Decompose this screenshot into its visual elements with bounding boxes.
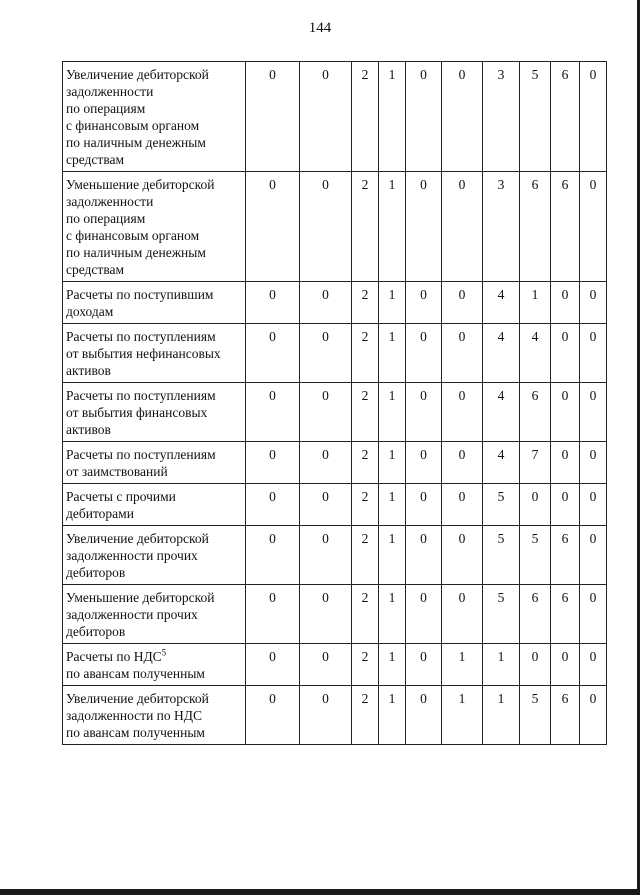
code-digit-cell: 0: [406, 442, 442, 484]
account-name-line: [66, 404, 242, 421]
account-name-text: задолженности: [66, 194, 154, 209]
account-name-line: [66, 564, 242, 581]
account-name-text: по наличным денежным: [66, 245, 206, 260]
account-name-line: [66, 589, 242, 606]
code-digit-cell: 1: [379, 644, 406, 686]
account-name-line: [66, 623, 242, 640]
account-name-text: от выбытия финансовых: [66, 405, 208, 420]
code-digit-cell: 0: [300, 172, 352, 282]
code-digit-cell: 5: [483, 484, 520, 526]
code-digit-cell: 0: [551, 324, 580, 383]
account-name-text: Расчеты по НДС: [66, 649, 162, 664]
code-digit-cell: 6: [520, 585, 551, 644]
account-name-line: [66, 505, 242, 522]
code-digit-cell: 1: [379, 62, 406, 172]
account-name-text: дебиторов: [66, 624, 126, 639]
account-name-cell: [63, 442, 246, 484]
code-digit-cell: 0: [406, 62, 442, 172]
table-row: [63, 172, 607, 282]
code-digit-cell: 4: [483, 383, 520, 442]
account-name-text: доходам: [66, 304, 114, 319]
code-digit-cell: 6: [551, 172, 580, 282]
code-digit-cell: 0: [246, 62, 300, 172]
code-digit-cell: 3: [483, 62, 520, 172]
account-name-text: активов: [66, 363, 111, 378]
account-name-cell: [63, 62, 246, 172]
code-digit-cell: 0: [580, 585, 607, 644]
code-digit-cell: 0: [580, 383, 607, 442]
code-digit-cell: 0: [580, 324, 607, 383]
account-name-text: активов: [66, 422, 111, 437]
code-digit-cell: 6: [520, 172, 551, 282]
account-code-table: [62, 61, 607, 745]
code-digit-cell: 0: [246, 442, 300, 484]
code-digit-cell: 2: [352, 172, 379, 282]
account-name-text: Увеличение дебиторской: [66, 691, 209, 706]
code-digit-cell: 0: [406, 324, 442, 383]
code-digit-cell: 0: [246, 484, 300, 526]
account-name-text: Расчеты по поступлениям: [66, 329, 216, 344]
account-name-line: [66, 547, 242, 564]
code-digit-cell: 0: [580, 282, 607, 324]
code-digit-cell: 0: [406, 484, 442, 526]
code-digit-cell: 5: [520, 62, 551, 172]
code-digit-cell: 4: [520, 324, 551, 383]
code-digit-cell: 3: [483, 172, 520, 282]
code-digit-cell: 0: [580, 484, 607, 526]
account-name-text: Расчеты по поступлениям: [66, 388, 216, 403]
account-name-text: Уменьшение дебиторской: [66, 177, 215, 192]
table-row: [63, 526, 607, 585]
code-digit-cell: 0: [442, 526, 483, 585]
code-digit-cell: 2: [352, 585, 379, 644]
footnote-marker: 5: [161, 647, 167, 658]
code-digit-cell: 0: [246, 282, 300, 324]
code-digit-cell: 0: [580, 442, 607, 484]
account-name-text: с финансовым органом: [66, 228, 200, 243]
code-digit-cell: 2: [352, 644, 379, 686]
code-digit-cell: 1: [379, 282, 406, 324]
code-digit-cell: 1: [379, 526, 406, 585]
code-digit-cell: 0: [551, 383, 580, 442]
account-name-text: средствам: [66, 152, 125, 167]
code-digit-cell: 0: [442, 324, 483, 383]
account-name-line: [66, 446, 242, 463]
account-name-line: [66, 244, 242, 261]
code-digit-cell: 5: [483, 585, 520, 644]
account-name-text: задолженности прочих: [66, 548, 198, 563]
account-name-line: [66, 724, 242, 741]
table-row: [63, 585, 607, 644]
account-name-line: [66, 100, 242, 117]
code-digit-cell: 0: [246, 324, 300, 383]
code-digit-cell: 0: [300, 324, 352, 383]
account-name-line: [66, 176, 242, 193]
code-digit-cell: 0: [442, 282, 483, 324]
code-digit-cell: 5: [520, 526, 551, 585]
code-digit-cell: 0: [300, 62, 352, 172]
table-row: [63, 324, 607, 383]
account-name-text: дебиторами: [66, 506, 134, 521]
account-name-text: от заимствований: [66, 464, 168, 479]
account-name-line: [66, 261, 242, 278]
code-digit-cell: 0: [580, 62, 607, 172]
account-name-line: [66, 530, 242, 547]
code-digit-cell: 0: [246, 383, 300, 442]
code-digit-cell: 0: [520, 644, 551, 686]
code-digit-cell: 0: [300, 383, 352, 442]
code-digit-cell: 2: [352, 324, 379, 383]
code-digit-cell: 0: [300, 585, 352, 644]
code-digit-cell: 1: [442, 644, 483, 686]
code-digit-cell: 1: [379, 686, 406, 745]
code-digit-cell: 1: [379, 172, 406, 282]
account-name-line: [66, 210, 242, 227]
code-digit-cell: 1: [379, 585, 406, 644]
account-name-line: [66, 488, 242, 505]
account-name-line: [66, 151, 242, 168]
account-name-text: по авансам полученным: [66, 666, 205, 681]
account-name-text: по операциям: [66, 101, 146, 116]
account-name-line: [66, 286, 242, 303]
account-name-cell: [63, 383, 246, 442]
account-name-cell: [63, 172, 246, 282]
code-digit-cell: 1: [379, 484, 406, 526]
account-name-line: [66, 345, 242, 362]
account-name-text: с финансовым органом: [66, 118, 200, 133]
code-digit-cell: 0: [246, 526, 300, 585]
code-digit-cell: 0: [246, 172, 300, 282]
account-name-text: задолженности по НДС: [66, 708, 202, 723]
account-name-text: по авансам полученным: [66, 725, 205, 740]
account-name-line: [66, 362, 242, 379]
code-digit-cell: 6: [551, 526, 580, 585]
code-digit-cell: 0: [406, 282, 442, 324]
table-row: [63, 484, 607, 526]
account-name-cell: [63, 686, 246, 745]
account-name-cell: [63, 282, 246, 324]
account-name-text: Расчеты с прочими: [66, 489, 176, 504]
code-digit-cell: 2: [352, 484, 379, 526]
code-digit-cell: 0: [406, 172, 442, 282]
code-digit-cell: 2: [352, 62, 379, 172]
code-digit-cell: 4: [483, 324, 520, 383]
code-digit-cell: 5: [483, 526, 520, 585]
table-row: [63, 644, 607, 686]
code-digit-cell: 1: [379, 383, 406, 442]
code-digit-cell: 6: [551, 585, 580, 644]
account-name-line: [66, 66, 242, 83]
code-digit-cell: 0: [406, 383, 442, 442]
code-digit-cell: 1: [379, 324, 406, 383]
code-digit-cell: 0: [442, 585, 483, 644]
code-digit-cell: 4: [483, 282, 520, 324]
account-name-text: средствам: [66, 262, 125, 277]
account-name-line: [66, 134, 242, 151]
code-digit-cell: 2: [352, 442, 379, 484]
account-name-line: [66, 227, 242, 244]
code-digit-cell: 6: [551, 686, 580, 745]
code-digit-cell: 0: [442, 383, 483, 442]
account-name-cell: [63, 324, 246, 383]
code-digit-cell: 1: [520, 282, 551, 324]
code-digit-cell: 0: [442, 484, 483, 526]
table-row: [63, 282, 607, 324]
code-digit-cell: 1: [379, 442, 406, 484]
account-name-line: [66, 303, 242, 320]
code-digit-cell: 0: [580, 172, 607, 282]
code-digit-cell: 0: [442, 62, 483, 172]
account-name-line: [66, 648, 242, 665]
code-digit-cell: 0: [551, 644, 580, 686]
account-name-cell: [63, 644, 246, 686]
code-digit-cell: 0: [246, 585, 300, 644]
code-digit-cell: 0: [580, 526, 607, 585]
code-digit-cell: 6: [520, 383, 551, 442]
table-body: [63, 62, 607, 745]
code-digit-cell: 0: [406, 585, 442, 644]
code-digit-cell: 0: [300, 686, 352, 745]
account-name-text: по наличным денежным: [66, 135, 206, 150]
code-digit-cell: 0: [580, 686, 607, 745]
code-digit-cell: 0: [246, 644, 300, 686]
account-name-line: [66, 83, 242, 100]
account-name-line: [66, 690, 242, 707]
account-name-line: [66, 328, 242, 345]
account-name-text: Расчеты по поступлениям: [66, 447, 216, 462]
code-digit-cell: 0: [406, 644, 442, 686]
code-digit-cell: 0: [442, 172, 483, 282]
account-name-line: [66, 707, 242, 724]
code-digit-cell: 1: [442, 686, 483, 745]
account-name-text: Увеличение дебиторской: [66, 67, 209, 82]
account-name-text: задолженности: [66, 84, 154, 99]
table-row: [63, 383, 607, 442]
code-digit-cell: 0: [300, 644, 352, 686]
account-name-text: по операциям: [66, 211, 146, 226]
code-digit-cell: 0: [520, 484, 551, 526]
account-name-text: Увеличение дебиторской: [66, 531, 209, 546]
code-digit-cell: 1: [483, 644, 520, 686]
account-name-cell: [63, 484, 246, 526]
code-digit-cell: 0: [551, 484, 580, 526]
table-row: [63, 442, 607, 484]
account-name-text: Уменьшение дебиторской: [66, 590, 215, 605]
code-digit-cell: 0: [300, 484, 352, 526]
account-name-line: [66, 665, 242, 682]
table-row: [63, 686, 607, 745]
account-name-line: [66, 606, 242, 623]
account-name-cell: [63, 585, 246, 644]
account-name-text: Расчеты по поступившим: [66, 287, 214, 302]
table-row: [63, 62, 607, 172]
code-digit-cell: 7: [520, 442, 551, 484]
code-digit-cell: 0: [300, 442, 352, 484]
page-number: 144: [308, 20, 332, 36]
account-name-text: задолженности прочих: [66, 607, 198, 622]
code-digit-cell: 0: [246, 686, 300, 745]
code-digit-cell: 4: [483, 442, 520, 484]
code-digit-cell: 0: [406, 526, 442, 585]
code-digit-cell: 2: [352, 383, 379, 442]
code-digit-cell: 6: [551, 62, 580, 172]
code-digit-cell: 0: [580, 644, 607, 686]
account-name-line: [66, 463, 242, 480]
account-name-line: [66, 117, 242, 134]
account-name-line: [66, 193, 242, 210]
code-digit-cell: 0: [300, 526, 352, 585]
account-name-text: дебиторов: [66, 565, 126, 580]
code-digit-cell: 0: [551, 442, 580, 484]
code-digit-cell: 0: [442, 442, 483, 484]
account-name-cell: [63, 526, 246, 585]
code-digit-cell: 2: [352, 282, 379, 324]
code-digit-cell: 0: [300, 282, 352, 324]
code-digit-cell: 0: [551, 282, 580, 324]
account-name-line: [66, 421, 242, 438]
account-name-line: [66, 387, 242, 404]
code-digit-cell: 5: [520, 686, 551, 745]
code-digit-cell: 1: [483, 686, 520, 745]
account-name-text: от выбытия нефинансовых: [66, 346, 221, 361]
scan-edge-bottom: [0, 889, 640, 895]
code-digit-cell: 2: [352, 686, 379, 745]
code-digit-cell: 2: [352, 526, 379, 585]
code-digit-cell: 0: [406, 686, 442, 745]
